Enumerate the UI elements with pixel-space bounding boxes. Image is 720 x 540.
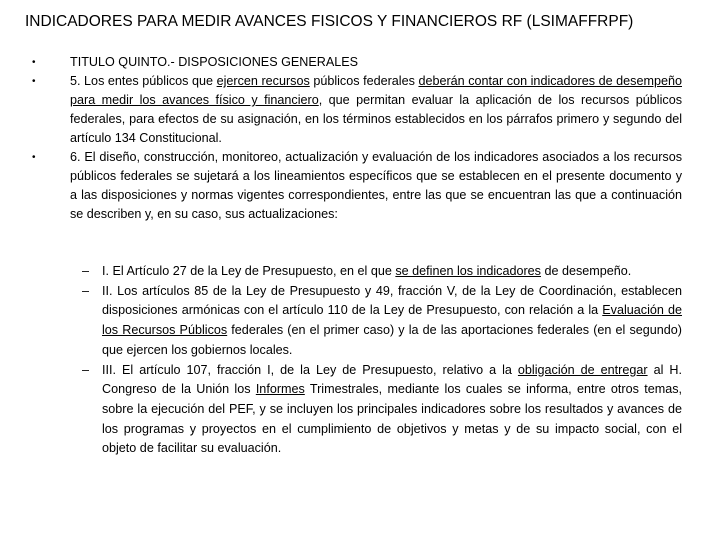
slide-title: INDICADORES PARA MEDIR AVANCES FISICOS Y FINANCIEROS RF (LSIMAFFRPF) [25,13,634,30]
bullet-marker: • [32,152,36,163]
bullet-item [32,148,682,224]
sub-text: Trimestrales, mediante los cuales se informa, entre otros temas, sobre la ejecución del PEF, y se incluyen los principales indicadores sobre los resultados y avances de los programas y proyectos en el cumplimiento de objetivos y metas y de su impacto social, con el objeto de facilitar su evaluación. [102,382,682,456]
underlined-text: Evaluación de los Recursos Públicos [102,303,682,338]
bullet-marker: • [32,76,36,87]
bullet-text: TITULO QUINTO.- DISPOSICIONES GENERALES [70,55,359,69]
sub-text: al H. Congreso de la Unión los [102,362,682,397]
underlined-text: se definen los indicadores [395,264,541,278]
sub-text: III. El artículo 107, fracción I, de la Ley de Presupuesto, relativo a la [102,362,518,377]
sub-text: federales (en el primer caso) y la de las aportaciones federales (en el segundo) que ejercen los gobiernos locales. [102,323,682,357]
sub-text: II. Los artículos 85 de la Ley de Presupuesto y 49, fracción V, de la Ley de Coordinación, establecen disposiciones armónicas con el artículo 110 de la Ley de Presupuesto, con relación a la [102,283,682,318]
sub-item [82,361,682,460]
bullet-marker: • [32,57,36,68]
sub-list [82,262,682,459]
bullet-item [32,53,682,72]
dash-marker: – [82,264,90,278]
dash-marker: – [82,362,90,377]
bullet-item [32,72,682,148]
underlined-text: Informes [255,382,305,397]
dash-marker: – [82,283,90,298]
underlined-text: deberán contar con indicadores de desempeño para medir los avances físico y financiero [70,74,682,107]
sub-item [82,262,682,282]
bullet-text: públicos federales [309,74,419,88]
sub-text: de desempeño. [540,264,632,278]
sub-text: I. El Artículo 27 de la Ley de Presupuesto, en el que [102,264,396,278]
bullet-text: , que permitan evaluar la aplicación de los recursos públicos federales, para efectos de su asignación, en los términos establecidos en los párrafos primero y segundo del artículo 134 Constitucional. [70,93,683,145]
underlined-text: ejercen recursos [216,74,310,88]
bullet-text: 6. El diseño, construcción, monitoreo, actualización y evaluación de los indicadores asociados a los recursos públicos federales se sujetará a los lineamientos específicos que se establecen en el presente documento y a las disposiciones y normas vigentes correspondientes, entre las que se encuentran las que a continuación se describen y, en su caso, sus actualizaciones: [70,150,682,221]
underlined-text: obligación de entregar [517,362,648,377]
bullet-list [32,53,682,224]
bullet-text: 5. Los entes públicos que [70,74,217,88]
sub-item [82,282,682,361]
